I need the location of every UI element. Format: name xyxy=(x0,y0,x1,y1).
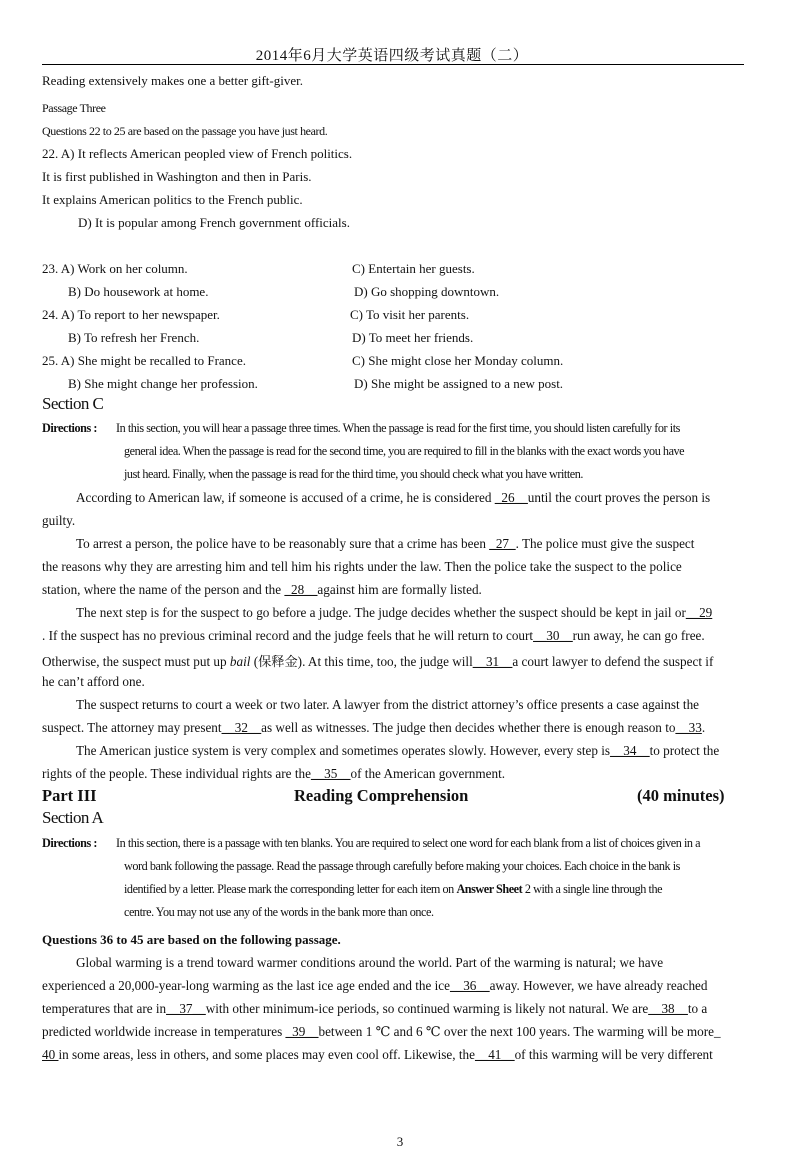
q24-option-c: C) To visit her parents. xyxy=(350,307,470,322)
q25-option-a: 25. A) She might be recalled to France. xyxy=(42,353,246,368)
dictation-p1-line-1 xyxy=(42,490,744,506)
text: identified by a letter. Please mark the corresponding letter for each item on xyxy=(124,882,457,896)
section-c-directions-line-3: just heard. Finally, when the passage is read for the third time, you should check what you have written. xyxy=(124,467,583,481)
blank-28: _28__ xyxy=(284,582,318,597)
q23-option-c: C) Entertain her guests. xyxy=(352,261,475,276)
bail-term: bail xyxy=(229,654,251,669)
dictation-p3-line-1 xyxy=(42,605,744,621)
text: . If the suspect has no previous criminal record and the judge feels that he will return to court xyxy=(42,628,534,643)
text: to a xyxy=(687,1001,708,1016)
section-a-title: Section A xyxy=(42,808,104,827)
section-a-directions-label: Directions : xyxy=(42,836,97,850)
dictation-p5-line-2 xyxy=(42,766,744,782)
text: as well as witnesses. The judge then decides whether there is enough reason to xyxy=(261,720,676,735)
section-a-directions-line-2: word bank following the passage. Read the passage through carefully before making your choices. Each choice in the bank is xyxy=(124,859,680,873)
text: until the court proves the person is xyxy=(527,490,711,505)
section-a-directions-line-1: In this section, there is a passage with ten blanks. You are required to select one word for each blank from a list of choices given in a xyxy=(116,836,701,850)
text: in some areas, less in others, and some places may even cool off. Likewise, the xyxy=(58,1047,475,1062)
blank-40: 40 xyxy=(42,1047,59,1062)
blank-41: __41__ xyxy=(475,1047,515,1062)
section-c-directions-line-1: In this section, you will hear a passage three times. When the passage is read for the first time, you should listen carefully for its xyxy=(116,421,680,435)
dictation-p2-line-2: the reasons why they are arresting him and tell him his rights under the law. Then the police take the suspect to the police xyxy=(42,559,682,574)
text: station, where the name of the person and the xyxy=(42,582,285,597)
section-c-directions-label: Directions : xyxy=(42,421,97,435)
blank-36: __36__ xyxy=(450,978,490,993)
intro-line: Reading extensively makes one a better gift-giver. xyxy=(42,73,303,88)
text: 2 with a single line through the xyxy=(522,882,663,896)
section-c-title: Section C xyxy=(42,394,104,413)
section-c-directions-line-2: general idea. When the passage is read for the second time, you are required to fill in the blanks with the exact words you have xyxy=(124,444,685,458)
text: . The police must give the suspect xyxy=(515,536,695,551)
text: The next step is for the suspect to go before a judge. The judge decides whether the suspect should be kept in jail or xyxy=(76,605,686,620)
text: of this warming will be very different xyxy=(514,1047,713,1062)
text: run away, he can go free. xyxy=(572,628,705,643)
section-a-directions-line-4: centre. You may not use any of the words in the bank more than once. xyxy=(124,905,434,919)
q25-option-c: C) She might close her Monday column. xyxy=(352,353,564,368)
q23-option-a: 23. A) Work on her column. xyxy=(42,261,188,276)
section-a-directions-line-3 xyxy=(124,882,662,897)
text: away. However, we have already reached xyxy=(489,978,708,993)
text: predicted worldwide increase in temperatures xyxy=(42,1024,286,1039)
dictation-p2-line-1 xyxy=(42,536,744,552)
dictation-p3-line-3 xyxy=(42,651,744,670)
blank-30: __30__ xyxy=(533,628,573,643)
blank-26: _26__ xyxy=(494,490,528,505)
blank-33: __33 xyxy=(675,720,702,735)
page-number: 3 xyxy=(396,1134,404,1149)
blank-31: __31__ xyxy=(472,654,513,669)
q23-option-d: D) Go shopping downtown. xyxy=(354,284,500,299)
text: To arrest a person, the police have to be reasonably sure that a crime has been xyxy=(76,536,490,551)
q25-option-d: D) She might be assigned to a new post. xyxy=(354,376,564,391)
text: . xyxy=(701,720,706,735)
text: The American justice system is very complex and sometimes operates slowly. However, every step is xyxy=(76,743,611,758)
q22-option-c: It explains American politics to the French public. xyxy=(42,192,303,207)
text: _ xyxy=(713,1024,721,1039)
text: against him are formally listed. xyxy=(317,582,482,597)
dictation-p5-line-1 xyxy=(42,743,744,759)
q22-option-d: D) It is popular among French government officials. xyxy=(78,215,350,230)
dictation-p3-line-2 xyxy=(42,628,744,644)
blank-34: __34__ xyxy=(610,743,650,758)
q22-option-a: 22. A) It reflects American peopled view of French politics. xyxy=(42,146,353,161)
text: Otherwise, the suspect must put up xyxy=(42,654,230,669)
passage-three-title: Passage Three xyxy=(42,101,106,115)
dictation-p1-line-2: guilty. xyxy=(42,513,76,528)
part-iii-time: (40 minutes) xyxy=(637,786,725,805)
answer-sheet-term: Answer Sheet xyxy=(456,882,523,896)
q23-option-b: B) Do housework at home. xyxy=(68,284,209,299)
q22-option-b: It is first published in Washington and then in Paris. xyxy=(42,169,312,184)
text: suspect. The attorney may present xyxy=(42,720,222,735)
q25-option-b: B) She might change her profession. xyxy=(68,376,258,391)
text: of the American government. xyxy=(350,766,506,781)
reading-line-2 xyxy=(42,978,744,994)
q24-option-a: 24. A) To report to her newspaper. xyxy=(42,307,220,322)
blank-37: __37__ xyxy=(166,1001,206,1016)
header-rule xyxy=(42,64,744,65)
dictation-p3-line-4: he can’t afford one. xyxy=(42,674,145,689)
blank-29: __29 xyxy=(685,605,713,620)
page-header-title: 2014年6月大学英语四级考试真题（二） xyxy=(255,48,529,64)
reading-line-5 xyxy=(42,1047,744,1063)
blank-32: __32__ xyxy=(221,720,262,735)
blank-38: __38__ xyxy=(648,1001,688,1016)
text: temperatures that are in xyxy=(42,1001,167,1016)
blank-27: _27_ xyxy=(489,536,516,551)
reading-line-1: Global warming is a trend toward warmer conditions around the world. Part of the warming is natural; we have xyxy=(76,955,664,970)
text: rights of the people. These individual rights are the xyxy=(42,766,311,781)
passage-three-instruction: Questions 22 to 25 are based on the passage you have just heard. xyxy=(42,124,328,138)
blank-35: __35__ xyxy=(310,766,351,781)
dictation-p4-line-1: The suspect returns to court a week or two later. A lawyer from the district attorney’s office presents a case against the xyxy=(76,697,700,712)
text: a court lawyer to defend the suspect if xyxy=(512,654,714,669)
reading-line-3 xyxy=(42,1001,744,1017)
q24-option-d: D) To meet her friends. xyxy=(352,330,474,345)
text: (保释金). At this time, too, the judge will xyxy=(250,654,473,669)
dictation-p4-line-2 xyxy=(42,720,744,736)
text: to protect the xyxy=(649,743,720,758)
questions-36-45-heading: Questions 36 to 45 are based on the following passage. xyxy=(42,932,341,947)
reading-line-4 xyxy=(42,1024,744,1040)
part-iii-label: Part III xyxy=(42,786,97,805)
part-iii-title: Reading Comprehension xyxy=(294,786,469,805)
q24-option-b: B) To refresh her French. xyxy=(68,330,200,345)
blank-39: _39__ xyxy=(285,1024,319,1039)
dictation-p2-line-3 xyxy=(42,582,744,598)
text: According to American law, if someone is accused of a crime, he is considered xyxy=(76,490,495,505)
text: between 1 ℃ and 6 ℃ over the next 100 years. The warming will be more xyxy=(318,1024,714,1039)
text: experienced a 20,000-year-long warming as the last ice age ended and the ice xyxy=(42,978,451,993)
text: with other minimum-ice periods, so continued warming is likely not natural. We are xyxy=(205,1001,649,1016)
